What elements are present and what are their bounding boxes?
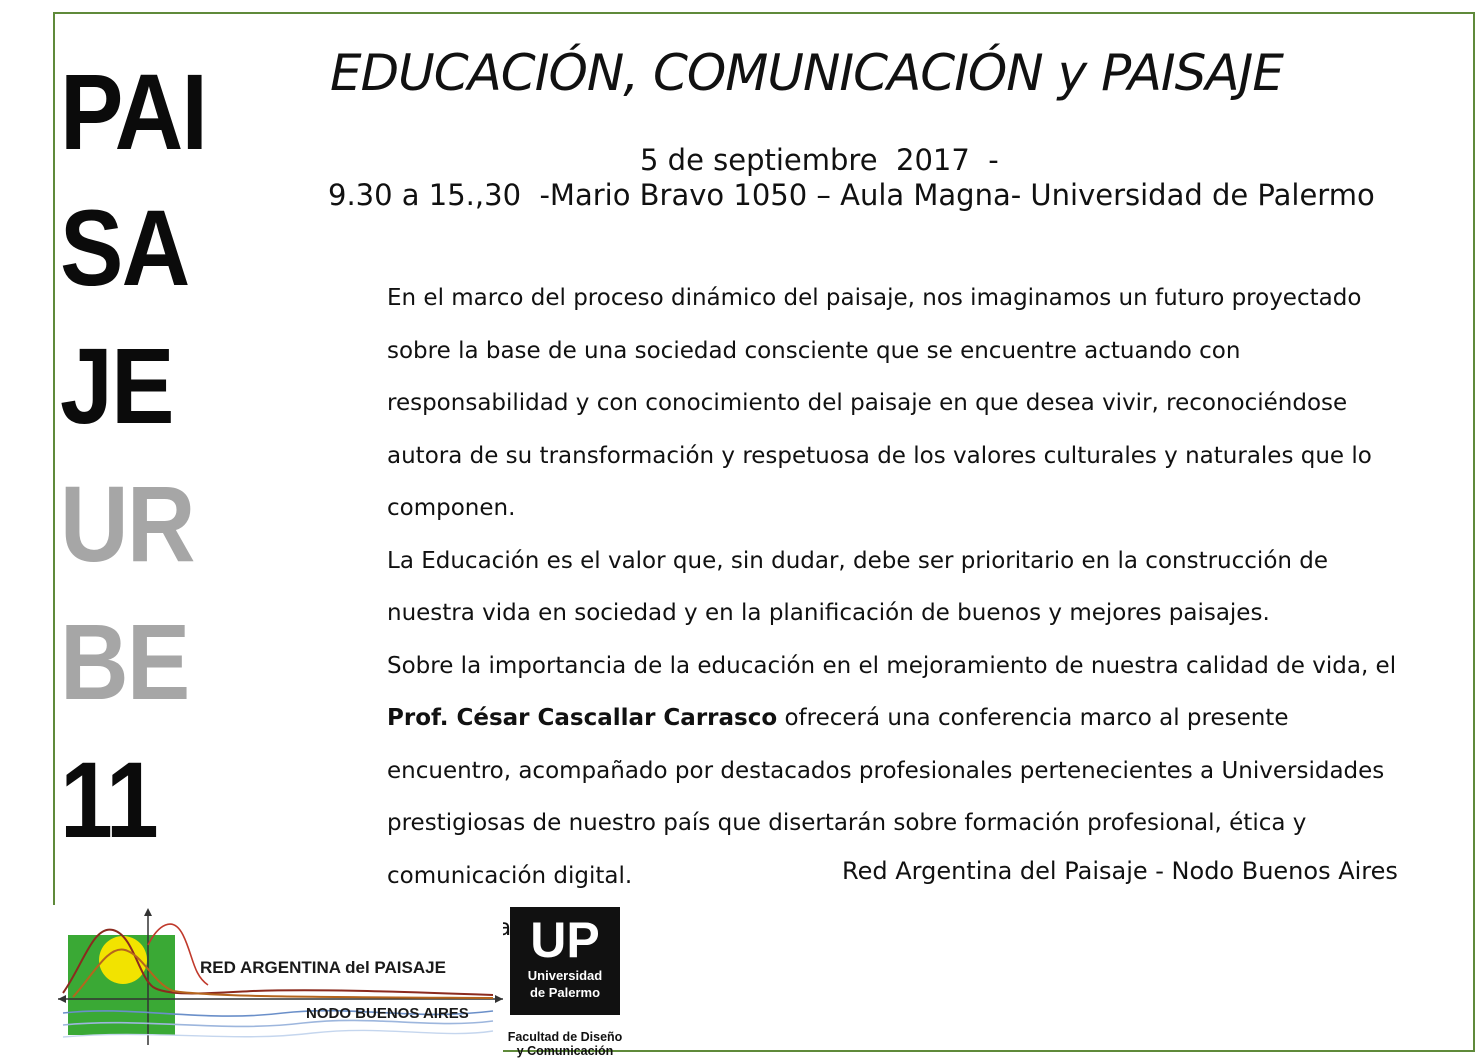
- paragraph-education: La Educación es el valor que, sin dudar, debe ser prioritario en la construcción de nuestra vida en sociedad y en la planificación de buenos y mejores paisajes.: [387, 547, 1329, 626]
- signature: Red Argentina del Paisaje - Nodo Buenos Aires: [842, 857, 1398, 885]
- vertical-word-line: 11: [60, 739, 157, 860]
- up-logo-mark: UP: [530, 912, 600, 968]
- up-logo-line: Universidad: [527, 968, 603, 983]
- faculty-label: y Comunicación: [516, 1044, 614, 1058]
- up-logo-line: de Palermo: [529, 985, 601, 1000]
- speaker-name: Prof. César Cascallar Carrasco: [387, 705, 778, 731]
- vertical-word-line: BE: [60, 601, 189, 722]
- red-argentina-subtitle: NODO BUENOS AIRES: [306, 1005, 469, 1022]
- paragraph-conference-start: Sobre la importancia de la educación en el mejoramiento de nuestra calidad de vida, el: [387, 652, 1397, 679]
- vertical-word-line: PAI: [60, 51, 207, 172]
- invitation-body: [239, 272, 1399, 955]
- vertical-word-line: SA: [60, 187, 189, 308]
- paragraph-intro: En el marco del proceso dinámico del paisaje, nos imaginamos un futuro proyectado sobre la base de una sociedad consciente que se encuentre actuando con responsabilidad y con conocimiento del paisaje en que desea vivir, reconociéndose autora de su transformación y respetuosa de los valores culturales y naturales que lo componen.: [387, 285, 1372, 521]
- page-title: EDUCACIÓN, COMUNICACIÓN y PAISAJE: [330, 44, 1283, 102]
- faculty-label: Facultad de Diseño: [507, 1030, 623, 1044]
- vertical-word-line: JE: [60, 325, 173, 446]
- red-argentina-emblem-icon: [53, 905, 503, 1053]
- event-date: 5 de septiembre 2017 -: [640, 143, 999, 177]
- event-venue: 9.30 a 15.,30 -Mario Bravo 1050 – Aula Magna- Universidad de Palermo: [328, 178, 1375, 212]
- universidad-palermo-logo: [510, 907, 620, 1015]
- paragraph-conference-end: ofrecerá una conferencia marco al presente encuentro, acompañado por destacados profesionales pertenecientes a Universidades prestigiosas de nuestro país que disertarán sobre formación profesional, ética y comunicación digital.: [387, 705, 1385, 889]
- red-argentina-title: RED ARGENTINA del PAISAJE: [200, 958, 446, 977]
- red-argentina-logo: [53, 905, 503, 1053]
- vertical-word-line: UR: [60, 463, 194, 584]
